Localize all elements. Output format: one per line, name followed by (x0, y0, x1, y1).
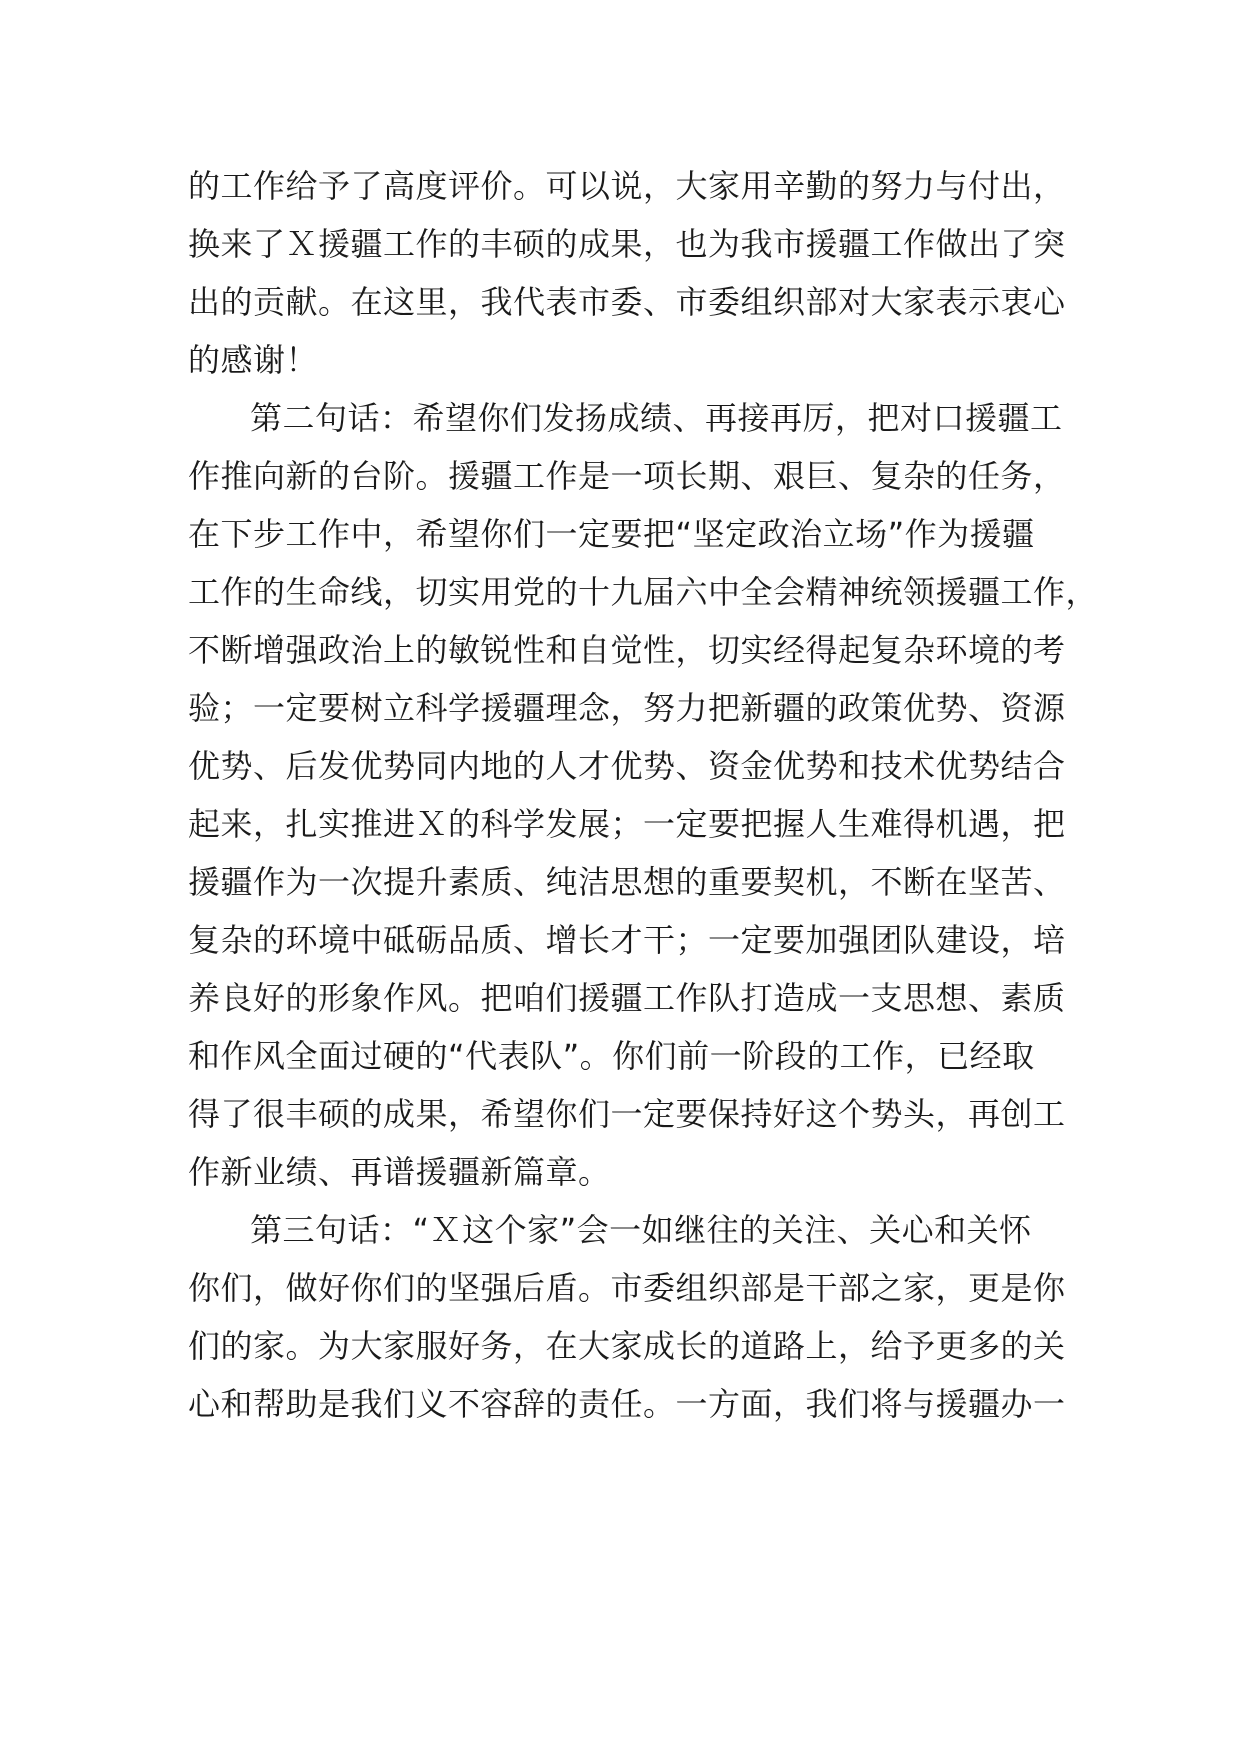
text-line: 的感谢！ (188, 341, 319, 379)
text-line: 换来了Ｘ援疆工作的丰硕的成果，也为我市援疆工作做出了突 (188, 225, 1066, 263)
text-line: 起来，扎实推进Ｘ的科学发展；一定要把握人生难得机遇，把 (188, 805, 1066, 843)
text-line: 不断增强政治上的敏锐性和自觉性，切实经得起复杂环境的考 (188, 631, 1066, 669)
text-line: 复杂的环境中砥砺品质、增长才干；一定要加强团队建设，培 (188, 921, 1066, 959)
text-line: 们的家。为大家服好务，在大家成长的道路上，给予更多的关 (188, 1327, 1066, 1365)
paragraph-start-line: 第二句话：希望你们发扬成绩、再接再厉，把对口援疆工 (250, 399, 1063, 437)
text-line: 验；一定要树立科学援疆理念，努力把新疆的政策优势、资源 (188, 689, 1066, 727)
text-line: 养良好的形象作风。把咱们援疆工作队打造成一支思想、素质 (188, 979, 1066, 1017)
text-line: 和作风全面过硬的“代表队”。你们前一阶段的工作，已经取 (188, 1037, 1035, 1075)
paragraph-start-line: 第三句话：“Ｘ这个家”会一如继往的关注、关心和关怀 (250, 1211, 1032, 1249)
text-line: 作新业绩、再谱援疆新篇章。 (188, 1153, 611, 1191)
text-line: 援疆作为一次提升素质、纯洁思想的重要契机，不断在坚苦、 (188, 863, 1066, 901)
text-line: 你们，做好你们的坚强后盾。市委组织部是干部之家，更是你 (188, 1269, 1066, 1307)
text-line: 优势、后发优势同内地的人才优势、资金优势和技术优势结合 (188, 747, 1066, 785)
text-line: 在下步工作中，希望你们一定要把“坚定政治立场”作为援疆 (188, 515, 1035, 553)
text-line: 得了很丰硕的成果，希望你们一定要保持好这个势头，再创工 (188, 1095, 1066, 1133)
text-line: 作推向新的台阶。援疆工作是一项长期、艰巨、复杂的任务， (188, 457, 1066, 495)
text-line: 心和帮助是我们义不容辞的责任。一方面，我们将与援疆办一 (188, 1385, 1066, 1423)
text-line: 出的贡献。在这里，我代表市委、市委组织部对大家表示衷心 (188, 283, 1066, 321)
text-line: 工作的生命线，切实用党的十九届六中全会精神统领援疆工作， (188, 573, 1099, 611)
text-line: 的工作给予了高度评价。可以说，大家用辛勤的努力与付出， (188, 167, 1066, 205)
